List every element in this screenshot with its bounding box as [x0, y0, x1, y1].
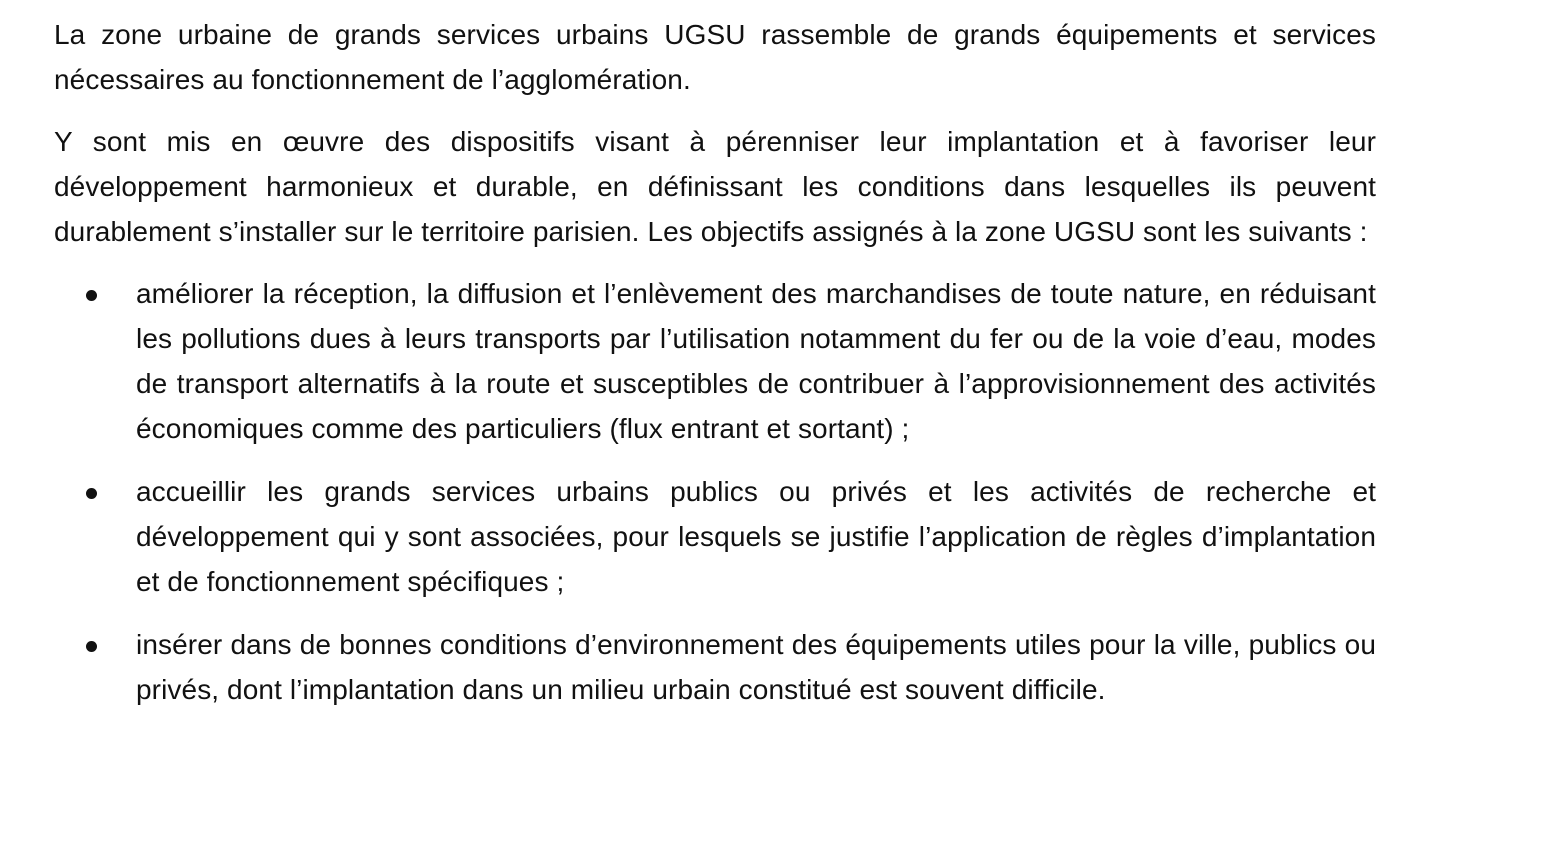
- list-item-text: insérer dans de bonnes conditions d’environnement des équipements utiles pour la ville, publics ou privés, dont l’implantation dans un milieu urbain constitué est souvent difficile.: [136, 629, 1376, 705]
- list-item-text: améliorer la réception, la diffusion et l’enlèvement des marchandises de toute nature, en réduisant les pollutions dues à leurs transports par l’utilisation notamment du fer ou de la voie d’eau, modes de transport alternatifs à la route et susceptibles de contribuer à l’approvisionnement des activités économiques comme des particuliers (flux entrant et sortant) ;: [136, 278, 1376, 444]
- bullet-icon: [86, 488, 97, 499]
- objectives-paragraph: Y sont mis en œuvre des dispositifs visant à pérenniser leur implantation et à favoriser leur développement harmonieux et durable, en définissant les conditions dans lesquelles ils peuvent durablement s’installer sur le territoire parisien. Les objectifs assignés à la zone UGSU sont les suivants :: [54, 126, 1376, 247]
- intro-paragraph: La zone urbaine de grands services urbains UGSU rassemble de grands équipements et services nécessaires au fonctionnement de l’agglomération.: [54, 19, 1376, 95]
- bullet-icon: [86, 290, 97, 301]
- list-item: [54, 622, 1376, 712]
- list-item: [54, 271, 1376, 451]
- list-item-text: accueillir les grands services urbains publics ou privés et les activités de recherche et développement qui y sont associées, pour lesquels se justifie l’application de règles d’implantation et de fonctionnement spécifiques ;: [136, 476, 1376, 597]
- document-body: [54, 12, 1376, 730]
- bullet-icon: [86, 641, 97, 652]
- list-item: [54, 469, 1376, 604]
- objectives-list: [54, 271, 1376, 712]
